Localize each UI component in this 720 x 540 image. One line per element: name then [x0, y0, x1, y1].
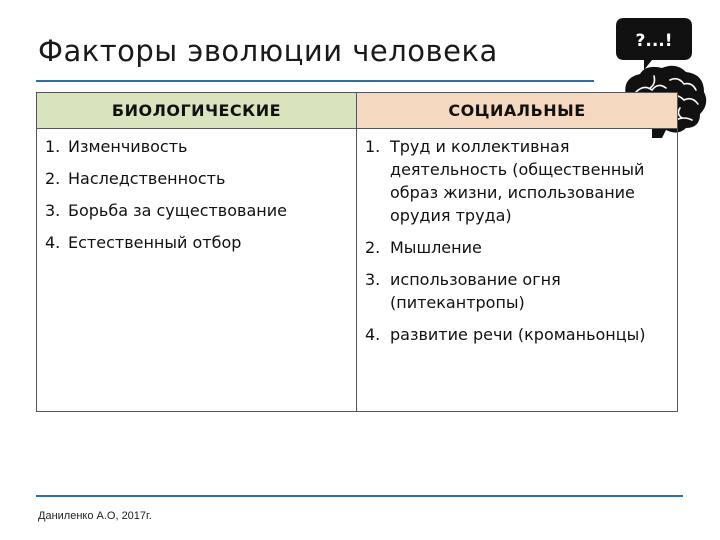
title-divider: [36, 80, 594, 82]
item-text: Борьба за существование: [68, 201, 287, 220]
footer-author: Даниленко А.О, 2017г.: [38, 510, 152, 522]
list-item: [45, 167, 350, 190]
item-number: 2.: [365, 238, 381, 257]
list-item: [45, 199, 350, 222]
social-factors-cell: [357, 129, 678, 412]
header-social: СОЦИАЛЬНЫЕ: [357, 93, 678, 129]
factors-table: [36, 92, 678, 412]
item-text: Наследственность: [68, 169, 226, 188]
item-text: Естественный отбор: [68, 233, 242, 252]
item-number: 4.: [45, 233, 61, 252]
list-item: [365, 236, 671, 259]
item-number: 3.: [45, 201, 61, 220]
bubble-text: ?...!: [635, 31, 673, 51]
item-text: Труд и коллективная деятельность (общественный образ жизни, использование орудия труда): [390, 137, 645, 225]
item-number: 2.: [45, 169, 61, 188]
item-number: 4.: [365, 325, 381, 344]
header-biological: БИОЛОГИЧЕСКИЕ: [37, 93, 357, 129]
list-item: [365, 135, 671, 227]
list-item: [365, 268, 671, 314]
biological-list: [45, 135, 350, 254]
item-number: 3.: [365, 270, 381, 289]
biological-factors-cell: [37, 129, 357, 412]
item-number: 1.: [45, 137, 61, 156]
social-list: [365, 135, 671, 346]
item-text: развитие речи (кроманьонцы): [390, 325, 646, 344]
footer-divider: [36, 495, 683, 497]
item-number: 1.: [365, 137, 381, 156]
item-text: использование огня (питекантропы): [390, 270, 561, 312]
item-text: Мышление: [390, 238, 482, 257]
slide-title: Факторы эволюции человека: [38, 34, 498, 68]
list-item: [45, 231, 350, 254]
item-text: Изменчивость: [68, 137, 188, 156]
list-item: [365, 323, 671, 346]
list-item: [45, 135, 350, 158]
